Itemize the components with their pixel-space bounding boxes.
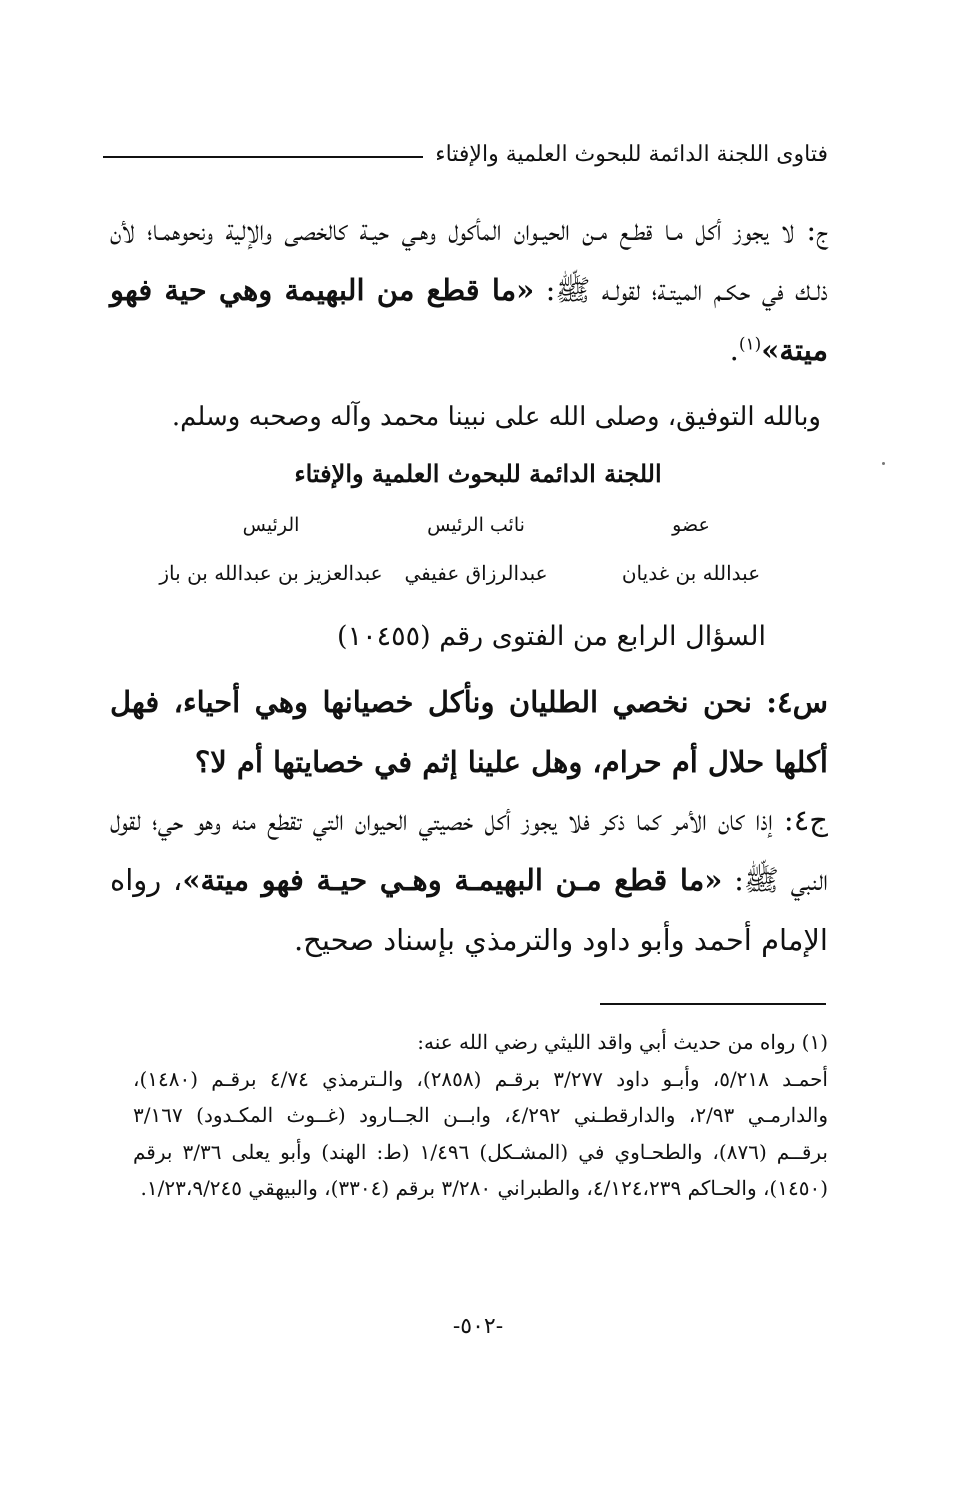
answer-4: [110, 790, 828, 970]
footnote-intro: (١) رواه من حديث أبي واقد الليثي رضي الله عنه:: [417, 1030, 828, 1054]
signature-member: [606, 505, 776, 593]
signature-role: نائب الرئيس: [427, 514, 525, 536]
answer-end: .: [729, 333, 739, 367]
header-rule: [103, 156, 423, 158]
hadith-quote: «ما قطع من البهيمة وهي حية فهو ميتة»: [110, 273, 828, 367]
page-number: -٥٠٢-: [452, 1314, 504, 1339]
signature-vice-president: [376, 505, 576, 593]
signature-role: الرئيس: [242, 514, 300, 536]
fatwa-heading: السؤال الرابع من الفتوى رقم (١٠٤٥٥): [337, 621, 766, 652]
answer-text-end: ، رواه الإمام أحمد وأبو داود والترمذي بإسناد صحيح.: [110, 863, 828, 957]
signature-name: عبدالرزاق عفيفي: [404, 561, 548, 585]
signature-name: عبدالعزيز بن عبدالله بن باز: [159, 561, 383, 585]
footnote-reference: (١): [738, 334, 762, 355]
footnote-separator: [600, 1003, 826, 1005]
answer-text: ج: لا يجوز أكل مـا قطـع مـن الحيـوان المأكول وهـي حيـة كالخصى والإلية ونحوهمـا؛ لأن ذلـك في حكـم الميتـة؛ لقولـه ﷺ:: [110, 213, 828, 307]
signature-role: عضو: [672, 514, 710, 536]
footnote-body: أحمـد ٥/٢١٨، وأبـو داود ٣/٢٧٧ برقـم (٢٨٥٨)، والـترمذي ٤/٧٤ برقـم (١٤٨٠)، والدارمـي ٢/٩٣، والدارقطـني ٤/٢٩٢، وابــن الجــارود (غــوث المكـدود) ٣/١٦٧ برقــم (٨٧٦)، والطحـاوي في (المشـكل) ١/٤٩٦ (ط: الهند) وأبو يعلى ٣/٣٦ برقم (١٤٥٠)، والحـاكم ٤/١٢٤،٢٣٩، والطبراني ٣/٢٨٠ برقم (٣٣٠٤)، والبيهقي ١/٢٣،٩/٢٤٥.: [133, 1066, 828, 1200]
footnotes: [133, 1024, 828, 1207]
question-4: س٤: نحن نخصي الطليان ونأكل خصيانها وهي أحياء، فهل أكلها حلال أم حرام، وهل علينا إثم في خصايتها أم لا؟: [110, 685, 828, 779]
hadith-quote: «ما قطع مـن البهيمـة وهـي حيـة فهو ميتة»: [182, 863, 723, 897]
stray-dot: [882, 462, 885, 465]
signature-name: عبدالله بن غديان: [621, 561, 761, 585]
closing-prayer: وبالله التوفيق، وصلى الله على نبينا محمد وآله وصحبه وسلم.: [171, 402, 821, 432]
committee-title: اللجنة الدائمة للبحوث العلمية والإفتاء: [294, 459, 662, 488]
answer-text: ج٤: إذا كان الأمر كما ذكر فلا يجوز أكل خصيتي الحيوان التي تقطع منه وهو حي؛ لقول النبي ﷺ:: [110, 803, 828, 897]
running-header: فتاوى اللجنة الدائمة للبحوث العلمية والإفتاء: [435, 142, 828, 167]
signature-president: [156, 505, 386, 593]
previous-answer: [110, 200, 828, 380]
